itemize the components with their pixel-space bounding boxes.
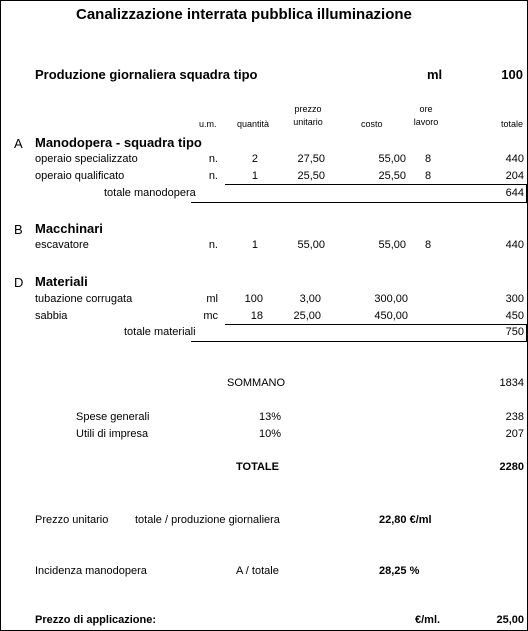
row-um: n. [208,239,218,251]
row-total: 300 [505,293,524,305]
prezzo-applicazione-label: Prezzo di applicazione: [35,614,157,626]
section-a-title: Manodopera - squadra tipo [35,135,202,150]
header-lavoro: lavoro [413,117,439,127]
subtotal-label: totale manodopera [104,187,196,199]
section-b-letter: B [14,222,23,237]
header-unitario: unitario [293,117,323,127]
prezzo-unitario-formula: totale / produzione giornaliera [135,514,280,526]
sommano-label: SOMMANO [227,377,286,389]
sheet-title: Canalizzazione interrata pubblica illuminazione [76,6,412,23]
header-um: u.m. [199,119,217,129]
row-um: ml [206,293,218,305]
row-cost: 55,00 [378,153,406,165]
incidenza-formula: A / totale [236,565,279,577]
header-ore: ore [419,104,433,114]
subtotal-value: 644 [505,187,524,199]
divider [191,202,527,203]
row-desc: operaio specializzato [35,153,138,165]
totale-label: TOTALE [236,461,279,473]
section-b-title: Macchinari [35,221,103,236]
row-um: n. [208,170,218,182]
spese-generali-label: Spese generali [76,411,150,423]
row-price: 3,00 [299,293,321,305]
section-d-title: Materiali [35,274,88,289]
prezzo-applicazione-unit: €/ml. [415,614,441,626]
divider [225,324,527,325]
utili-pct: 10% [259,428,282,440]
header-prezzo: prezzo [294,104,322,114]
row-desc: escavatore [35,239,89,251]
row-cost: 450,00 [374,310,408,322]
row-total: 440 [505,153,524,165]
row-total: 440 [505,239,524,251]
production-label: Produzione giornaliera squadra tipo [35,67,258,82]
row-um: mc [203,310,218,322]
row-cost: 25,50 [378,170,406,182]
row-desc: sabbia [35,310,68,322]
row-total: 450 [505,310,524,322]
row-cost: 55,00 [378,239,406,251]
spese-generali-pct: 13% [259,411,282,423]
production-unit: ml [427,67,443,82]
divider [526,184,527,202]
subtotal-value: 750 [505,326,524,338]
subtotal-label: totale materiali [124,326,196,338]
row-hours: 8 [424,170,432,182]
row-desc: operaio qualificato [35,170,125,182]
row-total: 204 [505,170,524,182]
header-totale: totale [500,119,523,129]
row-hours: 8 [424,153,432,165]
sommano-value: 1834 [499,377,524,389]
incidenza-label: Incidenza manodopera [35,565,147,577]
row-qty: 2 [251,153,258,165]
utili-value: 207 [505,428,524,440]
row-hours: 8 [424,239,432,251]
row-price: 25,50 [297,170,325,182]
totale-value: 2280 [499,461,524,473]
row-qty: 100 [244,293,263,305]
divider [225,184,527,185]
prezzo-applicazione-value: 25,00 [496,614,524,626]
row-price: 25,00 [293,310,321,322]
section-d-letter: D [14,275,24,290]
utili-label: Utili di impresa [76,428,149,440]
row-qty: 18 [250,310,263,322]
prezzo-unitario-value: 22,80 €/ml [379,514,432,526]
header-costo: costo [361,119,383,129]
spese-generali-value: 238 [505,411,524,423]
section-a-letter: A [14,136,23,151]
row-price: 27,50 [297,153,325,165]
divider [526,324,527,341]
row-price: 55,00 [297,239,325,251]
divider [191,341,527,342]
row-qty: 1 [251,170,258,182]
row-um: n. [208,153,218,165]
row-desc: tubazione corrugata [35,293,133,305]
row-cost: 300,00 [374,293,408,305]
row-qty: 1 [251,239,258,251]
header-quantita: quantità [237,119,270,129]
prezzo-unitario-label: Prezzo unitario [35,514,109,526]
production-value: 100 [501,67,523,82]
incidenza-value: 28,25 % [379,565,420,577]
